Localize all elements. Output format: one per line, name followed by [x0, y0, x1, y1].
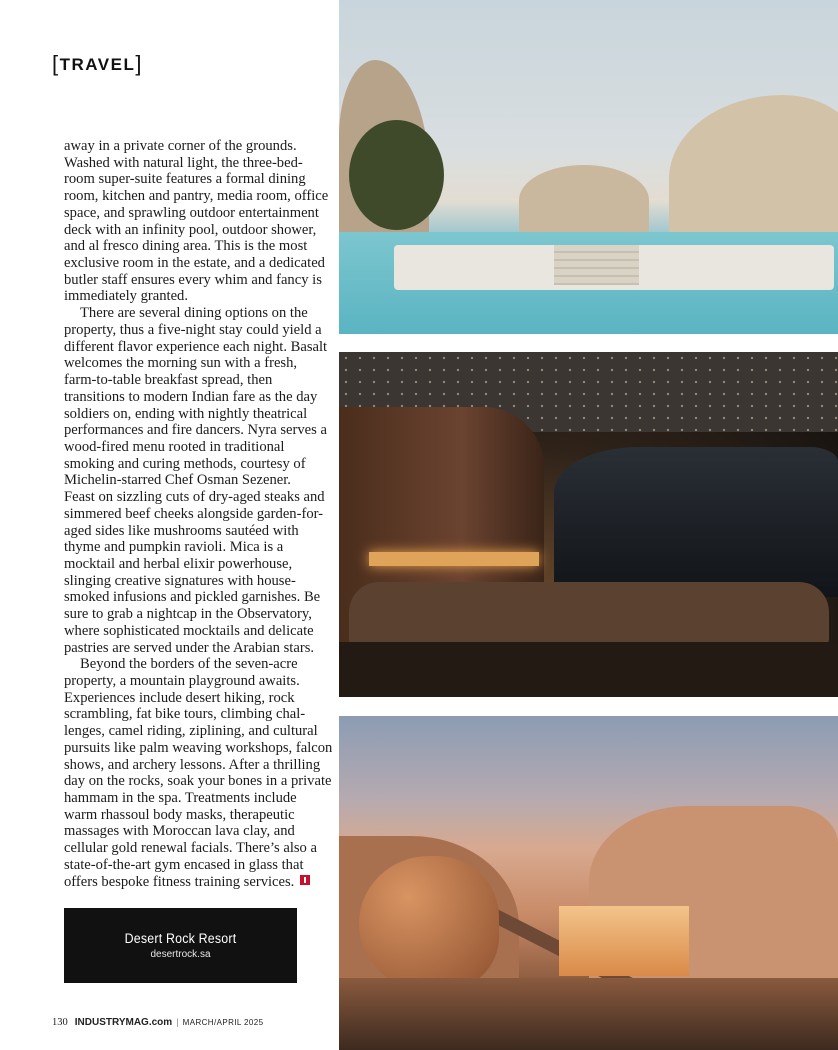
- article-line: [64, 489, 325, 506]
- article-line-text: farm-to-table breakfast spread, then: [64, 372, 273, 389]
- article-line-text: room super-suite features a formal dining: [64, 171, 306, 188]
- article-line-text: simmered beef cheeks alongside garden-for-: [64, 505, 324, 522]
- article-line-text: thyme and pumpkin ravioli. Mica is a: [64, 539, 284, 556]
- section-tag: [52, 50, 143, 76]
- photo-desert-exterior: [339, 716, 838, 1050]
- article-line: [64, 455, 306, 473]
- article-line: [64, 622, 314, 640]
- article-line: [64, 472, 297, 489]
- page-number: 130: [52, 1017, 68, 1028]
- article-line-text: room, kitchen and pantry, media room, office: [64, 188, 329, 205]
- article-line-text: welcomes the morning sun with a fresh,: [64, 355, 298, 372]
- article-line: [64, 255, 325, 272]
- article-line-text: offers bespoke fitness training services.: [64, 873, 295, 890]
- article-line: [64, 589, 321, 606]
- article-line-text: different flavor experience each night. Basalt: [64, 338, 328, 355]
- article-line: [64, 388, 318, 406]
- photo-lounge-interior: [339, 352, 838, 697]
- article-line: [64, 523, 297, 540]
- article-line: [64, 690, 297, 707]
- article-line: [64, 556, 297, 573]
- article-line-text: and al fresco dining area. This is the most: [64, 238, 308, 255]
- article-line: [64, 539, 297, 556]
- article-line-text: space, and sprawling outdoor entertainment: [64, 204, 319, 221]
- article-line: [64, 154, 303, 172]
- photo-bar-shelf: [369, 552, 539, 566]
- photo-pool-suite: [339, 0, 838, 334]
- article-line-text: massages with Moroccan lava clay, and: [64, 823, 295, 840]
- article-line-text: property, a mountain playground awaits.: [64, 673, 300, 689]
- article-line-text: cellular gold renewal facials. There’s also a: [64, 840, 317, 857]
- photo-ground: [339, 978, 838, 1050]
- article-body: [64, 138, 333, 890]
- photo-rock-right: [669, 95, 838, 235]
- article-line-text: where sophisticated mocktails and delicate: [64, 622, 314, 639]
- photo-floor: [339, 642, 838, 697]
- article-line: [64, 288, 297, 305]
- article-line-text: butler staff ensures every whim and fancy is: [64, 271, 322, 288]
- article-line-text: hammam in the spa. Treatments include: [64, 790, 297, 807]
- article-line: [64, 856, 304, 874]
- article-line: [64, 790, 297, 807]
- article-line: [64, 271, 322, 289]
- article-line: [64, 673, 300, 690]
- photo-mountain-center: [519, 165, 649, 235]
- article-line-text: Michelin-starred Chef Osman Sezener.: [64, 472, 291, 489]
- photo-trees-left: [349, 120, 444, 230]
- article-line-text: shows, and archery lessons. After a thrilling: [64, 756, 321, 773]
- article-line-text: smoked infusions and pickled garnishes. Be: [64, 589, 321, 606]
- article-line: [64, 773, 332, 790]
- article-line-text: exclusive room in the estate, and a dedicated: [64, 255, 325, 272]
- photo-night-rocks: [554, 447, 838, 597]
- article-line: [64, 355, 297, 372]
- article-line-text: Beyond the borders of the seven-acre: [80, 656, 298, 673]
- article-line-text: immediately granted.: [64, 288, 189, 305]
- article-line: [64, 204, 319, 222]
- article-line-text: lenges, camel riding, ziplining, and cultural: [64, 723, 318, 740]
- article-line: [64, 706, 306, 723]
- resort-name: Desert Rock Resort: [124, 931, 237, 946]
- article-line-text: state-of-the-art gym encased in glass that: [64, 856, 304, 873]
- section-label: TRAVEL: [59, 55, 136, 74]
- footer-issue: MARCH/APRIL 2025: [182, 1018, 264, 1027]
- article-line: [64, 138, 297, 155]
- article-line-text: soldiers on, ending with nightly theatrical: [64, 405, 308, 422]
- article-line-text: Washed with natural light, the three-bed-: [64, 154, 303, 171]
- footer-separator: |: [176, 1017, 179, 1028]
- article-line-text: scrambling, fat bike tours, climbing chal-: [64, 706, 306, 723]
- article-line: [64, 639, 315, 657]
- article-line: [64, 372, 297, 389]
- article-line-text: Experiences include desert hiking, rock: [64, 689, 295, 706]
- article-line-text: wood-fired menu rooted in traditional: [64, 438, 285, 455]
- article-line-text: transitions to modern Indian fare as the day: [64, 388, 318, 405]
- article-line: [64, 338, 328, 356]
- article-line: [64, 238, 308, 255]
- section-bracket-right: ]: [135, 51, 143, 76]
- article-line: [64, 874, 297, 891]
- article-line: [64, 840, 317, 857]
- article-line-text: day on the rocks, soak your bones in a private: [64, 773, 332, 790]
- end-of-article-icon: [300, 875, 310, 885]
- resort-info-box: [64, 908, 297, 983]
- article-line: [64, 439, 297, 456]
- article-line: [64, 422, 327, 439]
- article-line-text: property, thus a five-night stay could yield a: [64, 321, 322, 338]
- photo-boulder: [359, 856, 499, 991]
- article-line: [64, 606, 312, 623]
- page-footer: [52, 1017, 263, 1028]
- article-line-text: mocktail and herbal elixir powerhouse,: [64, 555, 293, 572]
- article-line: [64, 321, 322, 339]
- article-line-text: warm rhassoul body masks, therapeutic: [64, 806, 295, 823]
- article-line: [64, 756, 321, 774]
- photo-building-glass: [559, 906, 689, 976]
- article-line: [64, 505, 324, 523]
- article-line-text: Feast on sizzling cuts of dry-aged steaks and: [64, 489, 325, 506]
- article-line-text: smoking and curing methods, courtesy of: [64, 455, 306, 472]
- article-line-text: aged sides like mushrooms sautéed with: [64, 522, 299, 539]
- article-line-text: sure to grab a nightcap in the Observatory,: [64, 606, 312, 623]
- article-line: [64, 405, 308, 423]
- article-line: [64, 221, 317, 239]
- article-line-text: There are several dining options on the: [80, 305, 308, 322]
- article-line: [64, 573, 297, 590]
- article-line-text: pursuits like palm weaving workshops, falcon: [64, 739, 333, 756]
- article-line-text: deck with an infinity pool, outdoor shower,: [64, 221, 317, 238]
- article-line: [64, 723, 318, 740]
- section-bracket-left: [: [52, 51, 60, 76]
- footer-brand: INDUSTRYMAG.com: [74, 1017, 173, 1028]
- article-line-text: away in a private corner of the grounds.: [64, 138, 297, 154]
- photo-sofas: [349, 582, 829, 647]
- article-line-text: slinging creative signatures with house-: [64, 572, 296, 589]
- article-line: [64, 807, 297, 824]
- resort-url[interactable]: desertrock.sa: [150, 949, 211, 960]
- article-line: [64, 823, 297, 840]
- article-line: [64, 188, 329, 205]
- article-line-text: performances and fire dancers. Nyra serves a: [64, 422, 327, 439]
- photo-pool-steps: [554, 245, 639, 285]
- article-line: [64, 171, 306, 188]
- article-line: [64, 656, 297, 673]
- article-line: [64, 739, 333, 757]
- article-line-text: pastries are served under the Arabian stars.: [64, 639, 315, 656]
- article-line: [64, 305, 308, 322]
